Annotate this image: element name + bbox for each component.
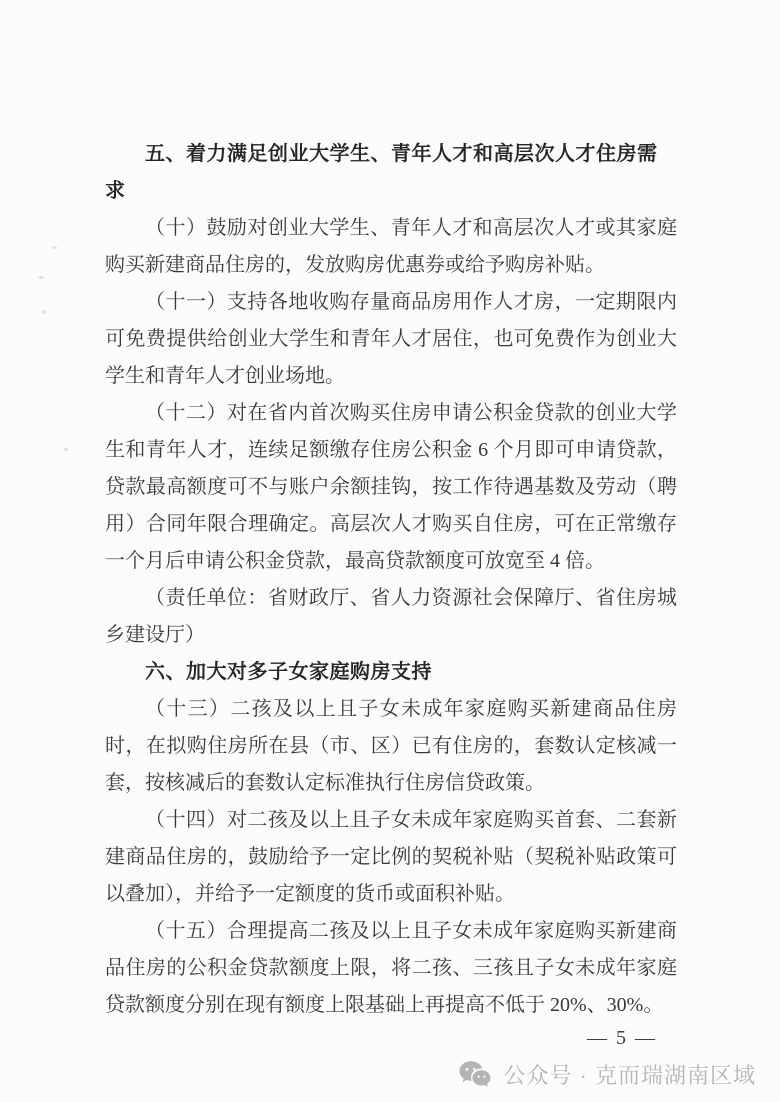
page-number: — 5 — (587, 1027, 657, 1049)
paragraph-responsible-units: （责任单位：省财政厅、省人力资源社会保障厅、省住房城乡建设厅） (105, 587, 677, 646)
paragraph-item-12: （十二）对在省内首次购买住房申请公积金贷款的创业大学生和青年人才，连续足额缴存住房公积金 6 个月即可申请贷款，贷款最高额度可不与账户余额挂钩，按工作待遇基数及劳动（聘用）合同年限合理确定。高层次人才购买自住房，可在正常缴存一个月后申请公积金贷款，最高贷款额度可放宽至 4 倍。 (105, 402, 677, 572)
paragraph-item-10: （十）鼓励对创业大学生、青年人才和高层次人才或其家庭购买新建商品住房的，发放购房优惠券或给予购房补贴。 (105, 217, 677, 276)
paragraph-item-11: （十一）支持各地收购存量商品房用作人才房，一定期限内可免费提供给创业大学生和青年人才居住，也可免费作为创业大学生和青年人才创业场地。 (105, 291, 677, 387)
section-heading-6: 六、加大对多子女家庭购房支持 (145, 661, 432, 683)
paragraph-item-15: （十五）合理提高二孩及以上且子女未成年家庭购买新建商品住房的公积金贷款额度上限，将二孩、三孩且子女未成年家庭贷款额度分别在现有额度上限基础上再提高不低于 20%、30%。 (105, 920, 677, 1016)
footer-watermark (458, 1059, 756, 1090)
footer-text: 公众号 · 克而瑞湖南区域 (503, 1063, 756, 1088)
wechat-icon (458, 1060, 494, 1090)
paragraph-item-14: （十四）对二孩及以上且子女未成年家庭购买首套、二套新建商品住房的，鼓励给予一定比例的契税补贴（契税补贴政策可以叠加），并给予一定额度的货币或面积补贴。 (105, 809, 677, 905)
paragraph-item-13: （十三）二孩及以上且子女未成年家庭购买新建商品住房时，在拟购住房所在县（市、区）已有住房的，套数认定核减一套，按核减后的套数认定标准执行住房信贷政策。 (105, 698, 677, 794)
section-heading-5: 五、着力满足创业大学生、青年人才和高层次人才住房需求 (105, 143, 658, 202)
